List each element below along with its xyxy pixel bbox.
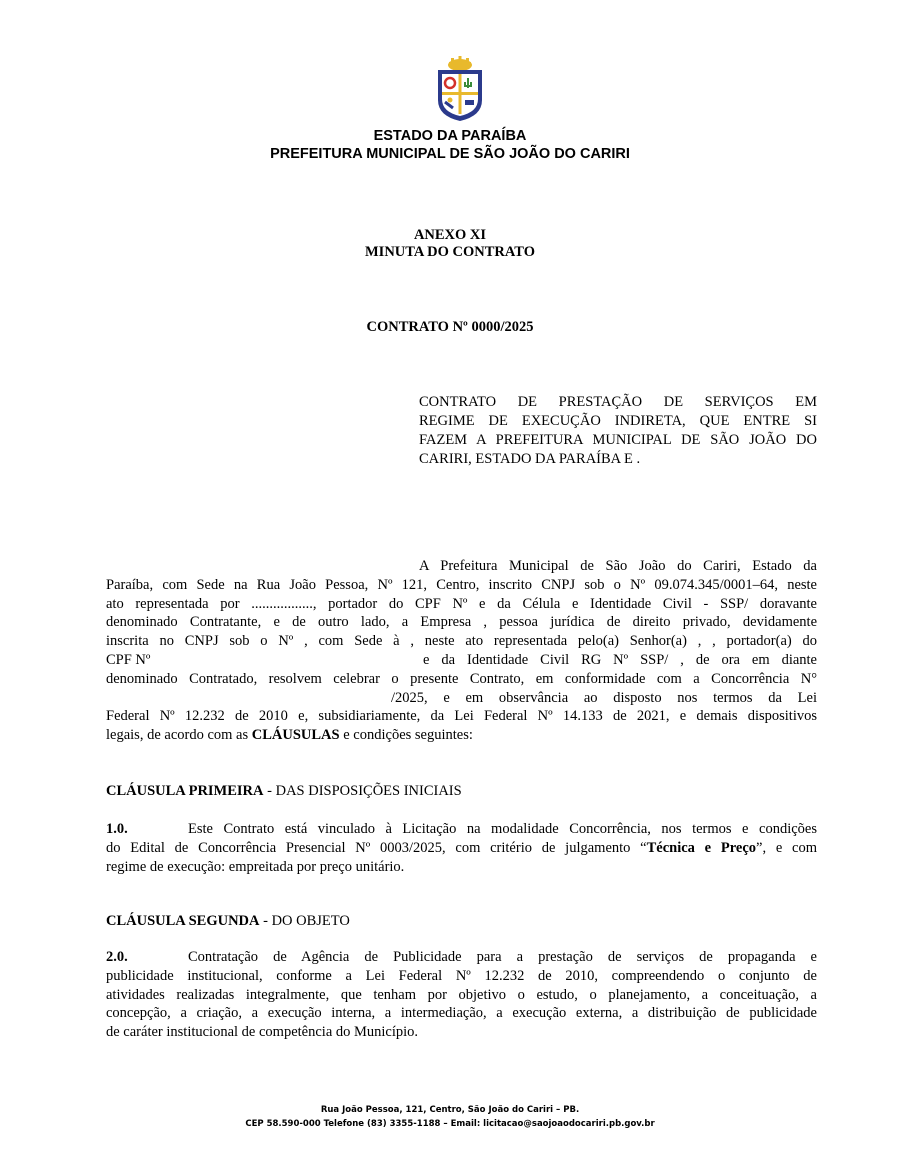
- clause-1-number: 1.0.: [106, 821, 128, 837]
- preamble-bold-text: CLÁUSULAS: [251, 727, 340, 744]
- preamble-line: Paraíba, com Sede na Rua João Pessoa, Nº 121, Centro, inscrito CNPJ sob o Nº 09.074.345/0001–64, neste: [106, 576, 817, 593]
- clause-2-number: 2.0.: [106, 949, 128, 965]
- clause-1-heading-rest: - DAS DISPOSIÇÕES INICIAIS: [263, 783, 462, 799]
- clause-2-heading: [106, 912, 350, 931]
- clause-1-heading-bold: CLÁUSULA PRIMEIRA: [106, 783, 264, 799]
- contract-summary: [419, 393, 817, 469]
- clause-text: ”, e com: [756, 839, 817, 856]
- clause-1-heading: [106, 782, 462, 801]
- preamble-line: A Prefeitura Municipal de São João do Cariri, Estado da: [419, 558, 817, 574]
- preamble-text: legais, de acordo com as: [106, 727, 252, 744]
- municipal-crest-icon: [432, 56, 488, 122]
- clause-1-paragraph: [106, 820, 817, 876]
- annex-title: ANEXO XI: [413, 227, 487, 243]
- preamble-line: denominado Contratante, e de outro lado, a Empresa , pessoa jurídica de direito privado, devidamente: [106, 614, 817, 631]
- clause-bold-text: Técnica e Preço: [646, 839, 757, 856]
- preamble-line: [106, 726, 817, 745]
- footer-address: Rua João Pessoa, 121, Centro, São João do Cariri – PB.: [320, 1105, 580, 1115]
- clause-1-text: Este Contrato está vinculado à Licitação na modalidade Concorrência, nos termos e condições: [188, 821, 817, 837]
- annex-subtitle: MINUTA DO CONTRATO: [365, 244, 535, 260]
- header-state: ESTADO DA PARAÍBA: [373, 128, 527, 144]
- clause-line: concepção, a criação, a execução interna, a intermediação, a execução externa, a distribuição de publicidade: [106, 1005, 817, 1022]
- clause-line: [106, 839, 817, 858]
- preamble-line: ato representada por ................., portador do CPF Nº e da Célula e Identidade Civil - SSP/ doravante: [106, 595, 817, 612]
- clause-line: atividades realizadas integralmente, que tenham por objetivo o estudo, o planejamento, a conceituação, a: [106, 986, 817, 1003]
- preamble-line: /2025, e em observância ao disposto nos termos da Lei: [391, 689, 817, 706]
- preamble-rg-text: e da Identidade Civil RG Nº SSP/ , de ora em diante: [423, 651, 817, 668]
- preamble-line: [106, 651, 817, 670]
- clause-line: publicidade institucional, conforme a Lei Federal Nº 12.232 de 2010, compreendendo o conjunto de: [106, 967, 817, 984]
- clause-2-heading-bold: CLÁUSULA SEGUNDA: [106, 913, 260, 929]
- clause-2-heading-rest: - DO OBJETO: [259, 913, 350, 929]
- preamble-line: inscrita no CNPJ sob o Nº , com Sede à , neste ato representada pelo(a) Senhor(a) , , portador(a) do: [106, 633, 817, 650]
- clause-line: de caráter institucional de competência do Município.: [106, 1024, 419, 1041]
- clause-line: [106, 948, 817, 967]
- summary-line: FAZEM A PREFEITURA MUNICIPAL DE SÃO JOÃO DO: [419, 432, 817, 448]
- preamble-line: Federal Nº 12.232 de 2010 e, subsidiariamente, da Lei Federal Nº 14.133 de 2021, e demais dispositivos: [106, 708, 817, 725]
- clause-line: [106, 820, 817, 839]
- contract-number: CONTRATO Nº 0000/2025: [366, 319, 534, 335]
- preamble-cpf-label: CPF Nº: [106, 651, 151, 668]
- footer-contact: CEP 58.590-000 Telefone (83) 3355-1188 – Email: licitacao@saojoaodocariri.pb.gov.br: [245, 1119, 655, 1129]
- preamble-text: e condições seguintes:: [339, 727, 473, 744]
- clause-2-text: Contratação de Agência de Publicidade para a prestação de serviços de propaganda e: [188, 949, 817, 965]
- summary-line: CONTRATO DE PRESTAÇÃO DE SERVIÇOS EM: [419, 394, 817, 410]
- clause-text: do Edital de Concorrência Presencial Nº 0003/2025, com critério de julgamento “: [106, 839, 647, 856]
- header-municipality: PREFEITURA MUNICIPAL DE SÃO JOÃO DO CARIRI: [270, 146, 630, 162]
- summary-line: CARIRI, ESTADO DA PARAÍBA E .: [419, 451, 641, 467]
- clause-2-paragraph: [106, 948, 817, 1042]
- preamble-line: denominado Contratado, resolvem celebrar o presente Contrato, em conformidade com a Concorrência N°: [106, 670, 817, 687]
- clause-line: regime de execução: empreitada por preço unitário.: [106, 858, 405, 875]
- preamble-paragraph: [106, 557, 817, 745]
- summary-line: REGIME DE EXECUÇÃO INDIRETA, QUE ENTRE SI: [419, 413, 817, 429]
